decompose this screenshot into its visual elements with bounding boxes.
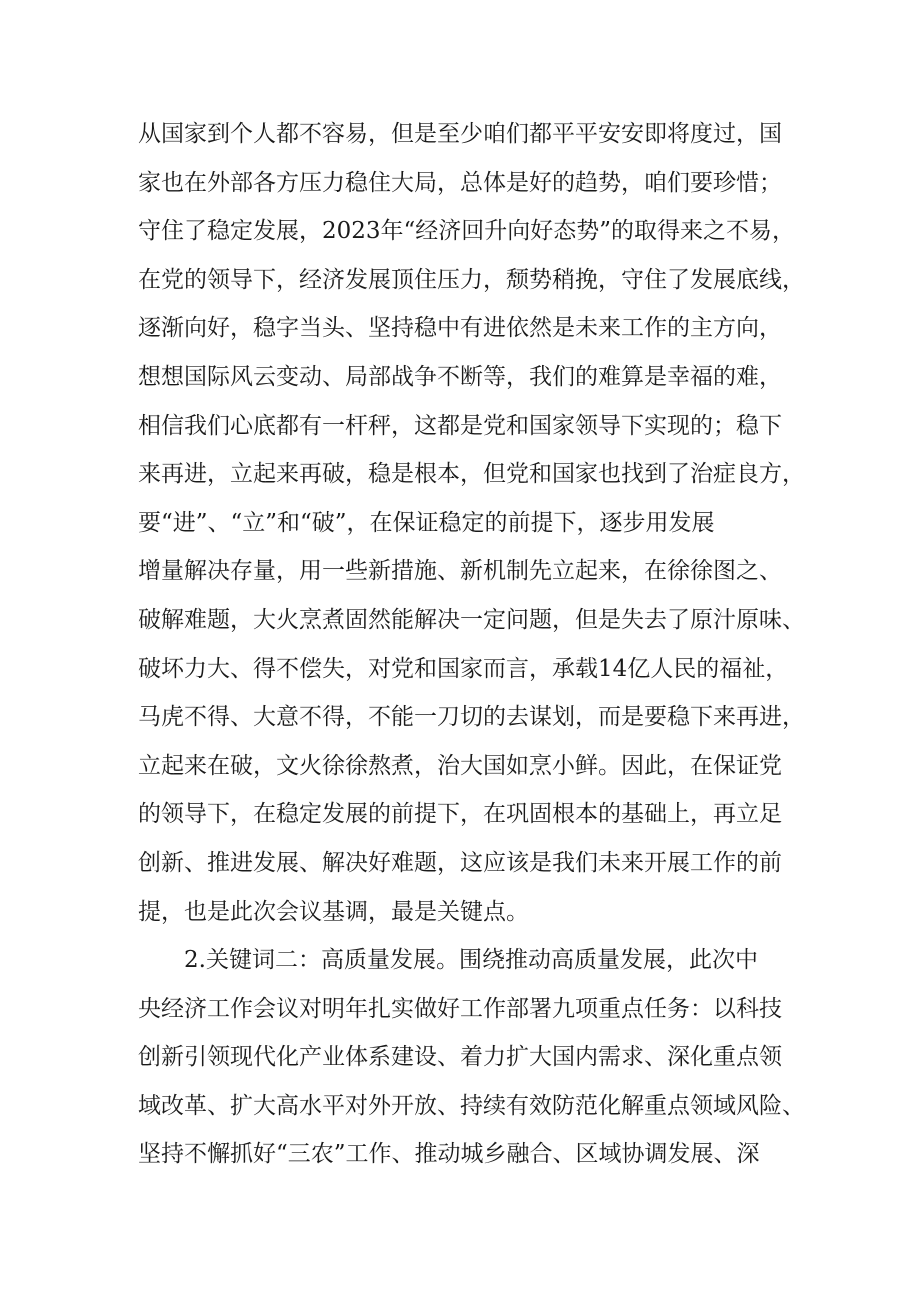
- text-line: 来再进，立起来再破，稳是根本，但党和国家也找到了治症良方，: [138, 461, 805, 488]
- text-line: 破解难题，大火烹煮固然能解决一定问题，但是失去了原汁原味、: [138, 606, 805, 633]
- text-line: 破坏力大、得不偿失，对党和国家而言，承载14亿人民的福祉，: [138, 655, 789, 682]
- text-line: 在党的领导下，经济发展顶住压力，颓势稍挽，守住了发展底线，: [138, 266, 805, 293]
- text-line: 家也在外部各方压力稳住大局，总体是好的趋势，咱们要珍惜；: [138, 169, 782, 196]
- text-line: 增量解决存量，用一些新措施、新机制先立起来，在徐徐图之、: [138, 558, 782, 585]
- text-line: 守住了稳定发展，2023年“经济回升向好态势”的取得来之不易，: [138, 218, 796, 245]
- text-line: 相信我们心底都有一杆秤，这都是党和国家领导下实现的；稳下: [138, 412, 782, 439]
- section-heading-line: 2.关键词二：高质量发展。围绕推动高质量发展，此次中: [184, 947, 758, 974]
- text-line: 想想国际风云变动、局部战争不断等，我们的难算是幸福的难，: [138, 363, 782, 390]
- text-line: 要“进”、“立”和“破”，在保证稳定的前提下，逐步用发展: [138, 509, 715, 536]
- text-line: 创新、推进发展、解决好难题，这应该是我们未来开展工作的前: [138, 849, 782, 876]
- text-line: 域改革、扩大高水平对外开放、持续有效防范化解重点领域风险、: [138, 1092, 805, 1119]
- text-line: 坚持不懈抓好“三农”工作、推动城乡融合、区域协调发展、深: [138, 1141, 760, 1168]
- text-line: 央经济工作会议对明年扎实做好工作部署九项重点任务：以科技: [138, 995, 782, 1022]
- text-line: 马虎不得、大意不得，不能一刀切的去谋划，而是要稳下来再进，: [138, 704, 805, 731]
- text-line: 逐渐向好，稳字当头、坚持稳中有进依然是未来工作的主方向，: [138, 315, 782, 342]
- text-line: 从国家到个人都不容易，但是至少咱们都平平安安即将度过，国: [138, 121, 782, 147]
- text-line: 的领导下，在稳定发展的前提下，在巩固根本的基础上，再立足: [138, 801, 782, 828]
- text-line: 提，也是此次会议基调，最是关键点。: [138, 898, 529, 925]
- body-text: [138, 110, 818, 1179]
- text-line: 立起来在破，文火徐徐熬煮，治大国如烹小鲜。因此，在保证党: [138, 752, 782, 779]
- text-line: 创新引领现代化产业体系建设、着力扩大国内需求、深化重点领: [138, 1044, 782, 1071]
